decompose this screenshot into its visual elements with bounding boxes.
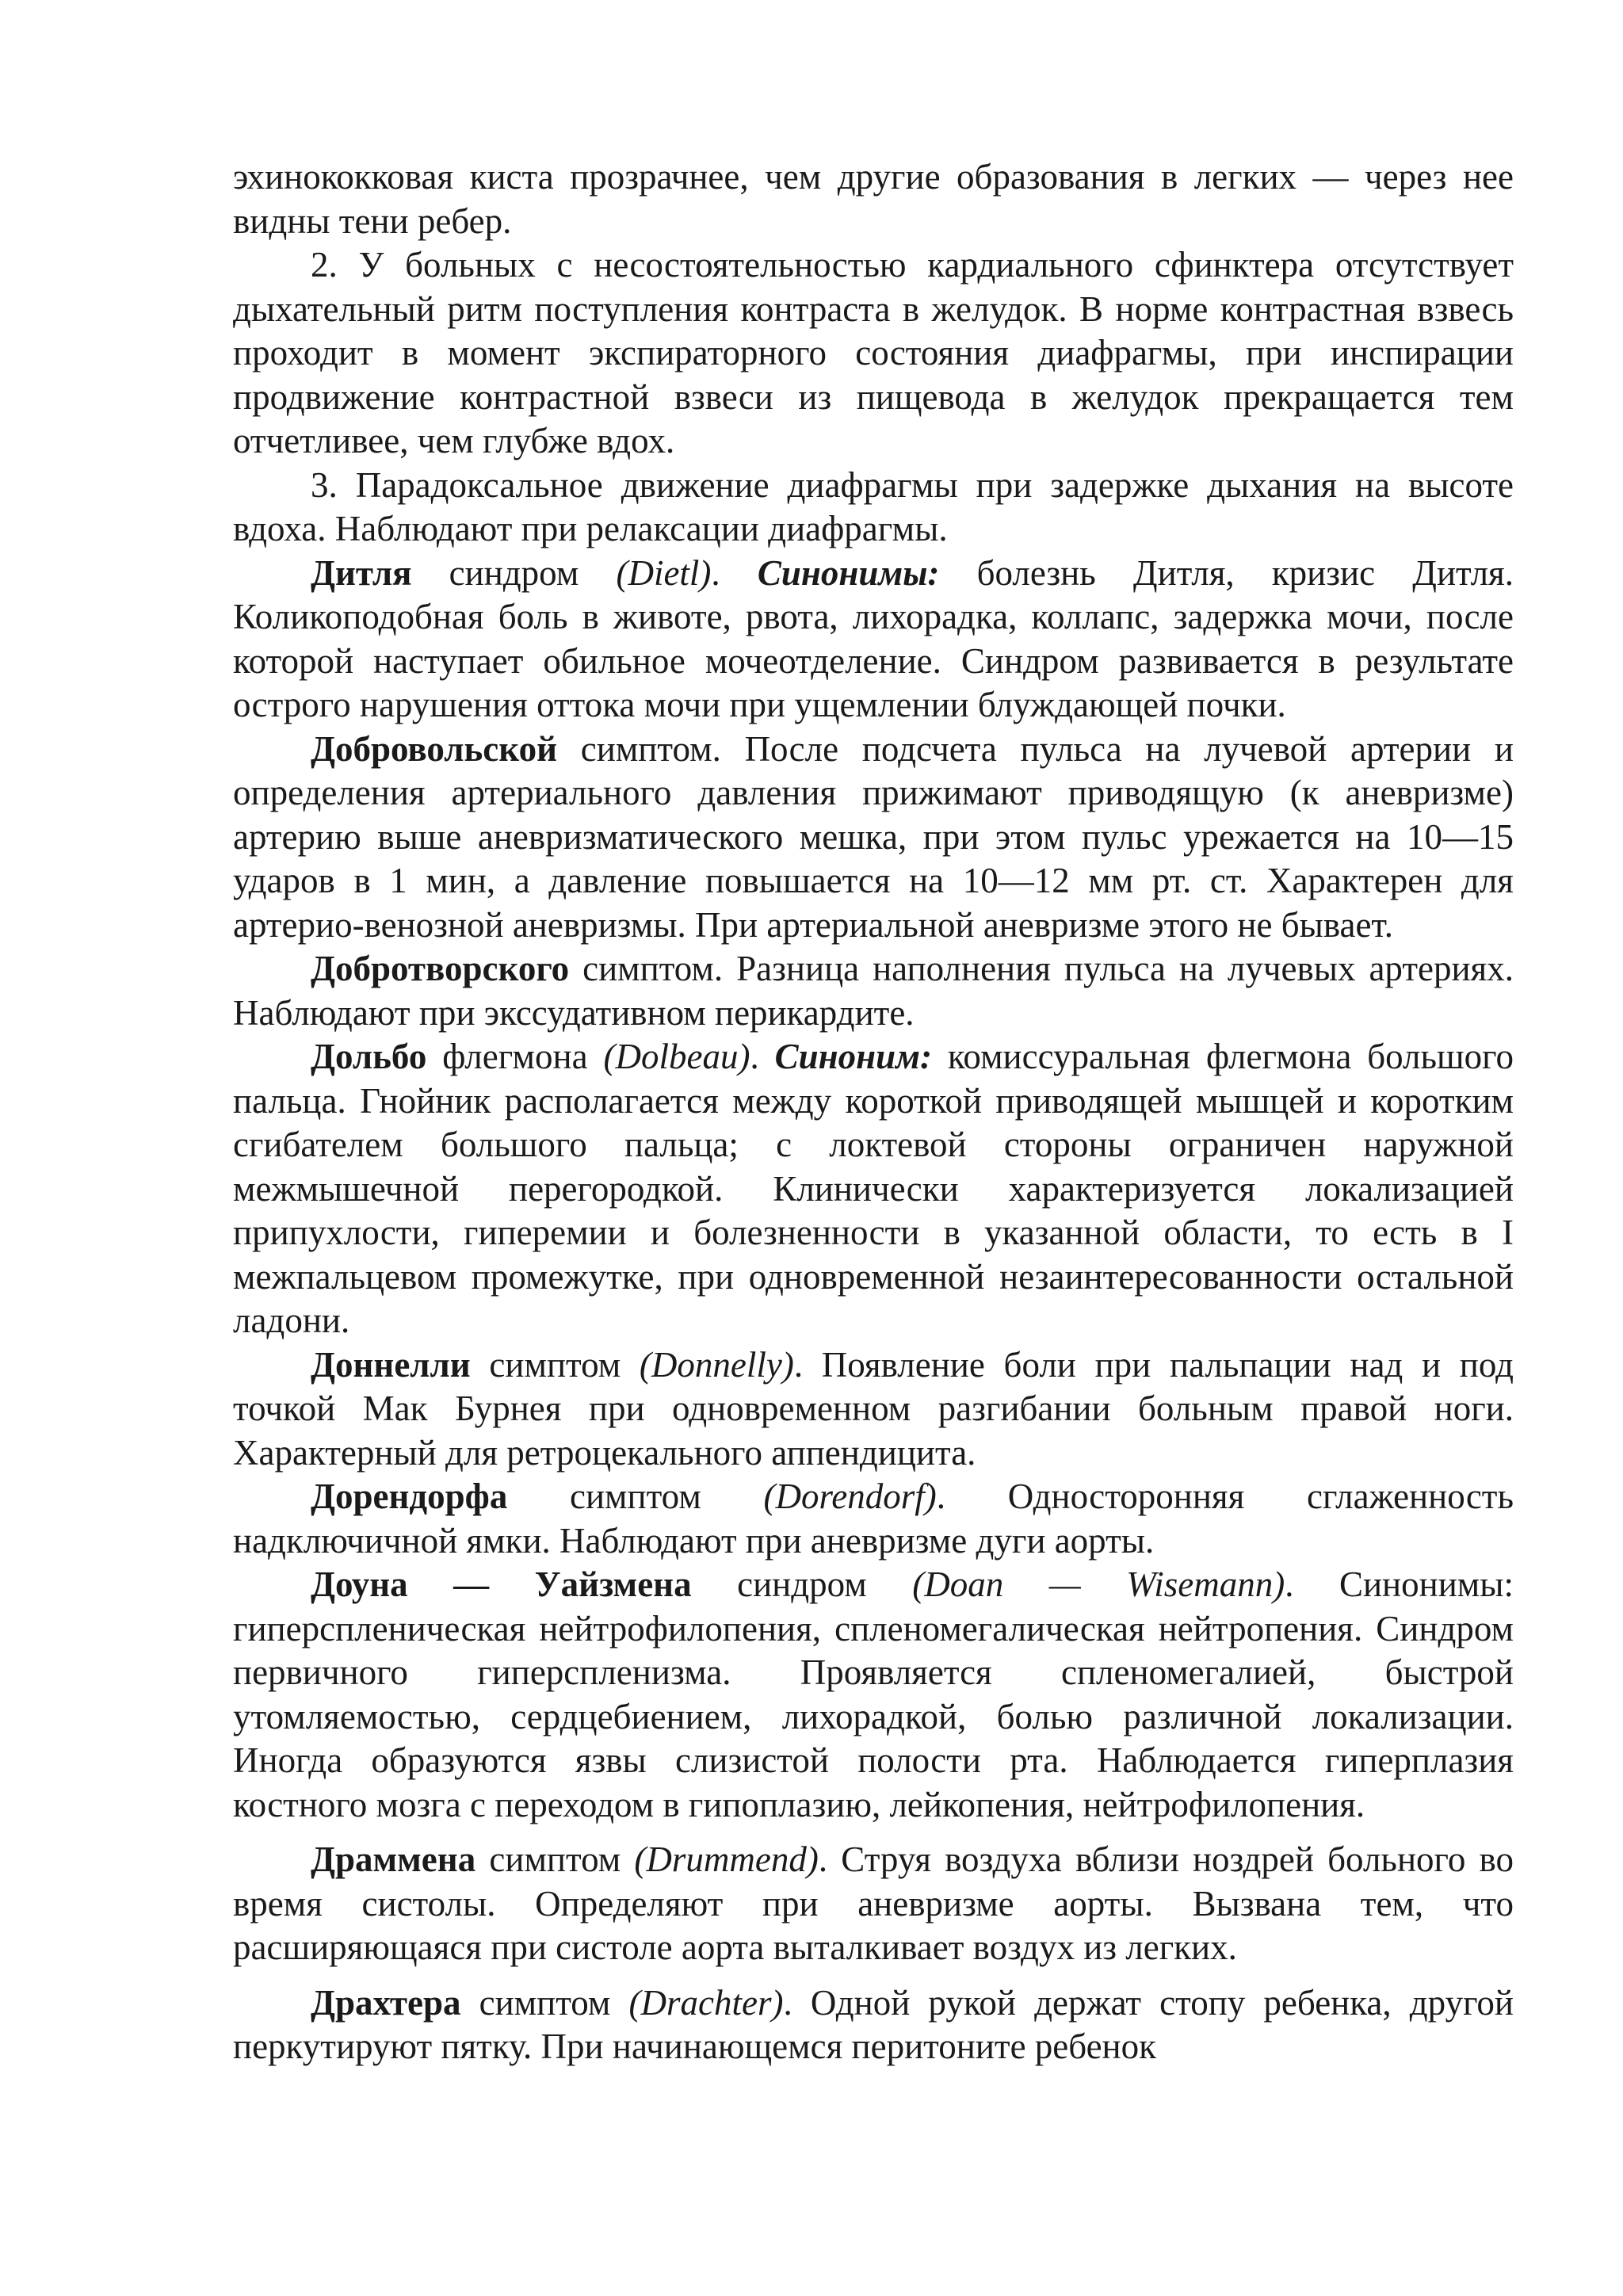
text-run: комиссуральная флегмона большого пальца. Гнойник располагается между короткой приводящей мышцей и коротким сгибателем большого пальца; с локтевой стороны ограничен наружной межмышечной перегородкой. Клинически характеризуется локализацией припухлости, гиперемии и болезненности в указанной области, то есть в I межпальцевом промежутке, при одновременной незаинтересованности остальной ладони. (233, 1037, 1514, 1340)
text-run: синдром (691, 1564, 913, 1604)
paragraph (233, 464, 1514, 552)
text-run: 2. У больных с несостоятельностью кардиального сфинктера отсутствует дыхательный ритм поступления контраста в желудок. В норме контрастная взвесь проходит в момент экспираторного состояния диафрагмы, при инспирации продвижение контрастной взвеси из пищевода в желудок прекращается тем отчетливее, чем глубже вдох. (233, 245, 1514, 460)
text-run: симптом. После подсчета пульса на лучевой артерии и определения артериального давления прижимают приводящую (к аневризме) артерию выше аневризматического мешка, при этом пульс урежается на 10—15 ударов в 1 мин, а давление повышается на 10—12 мм рт. ст. Характерен для артерио-венозной аневризмы. При артериальной аневризме этого не бывает. (233, 728, 1514, 945)
synonym-label: Синоним: (774, 1037, 932, 1076)
latin-name: (Drachter) (628, 1982, 784, 2023)
latin-name: (Dietl) (616, 552, 712, 593)
text-run: симптом (507, 1477, 764, 1516)
text-run: болезнь Дитля, кризис Дитля. Коликоподобная боль в животе, рвота, лихорадка, коллапс, задержка мочи, после которой наступает обильное мочеотделение. Синдром развивается в результате острого нарушения оттока мочи при ущемлении блуждающей почки. (233, 552, 1514, 724)
latin-name: (Doan — Wisemann) (912, 1564, 1285, 1604)
paragraph (233, 1343, 1514, 1476)
text-run: флегмона (426, 1037, 604, 1076)
entry-term: Дольбо (311, 1037, 427, 1076)
paragraph (233, 728, 1514, 948)
text-run: симптом (470, 1344, 640, 1385)
text-run: . Синонимы: гиперспленическая нейтрофилопения, спленомегалическая нейтропения. Синдром первичного гиперспленизма. Проявляется спленомегалией, быстрой утомляемостью, сердцебиением, лихорадкой, болью различной локализации. Иногда образуются язвы слизистой полости рта. Наблюдается гиперплазия костного мозга с переходом в гипоплазию, лейкопения, нейтрофилопения. (233, 1564, 1514, 1824)
text-run: симптом (475, 1839, 635, 1879)
text-run: . Появление боли при пальпации над и под точкой Мак Бурнея при одновременном разгибании больным правой ноги. Характерный для ретроцекального аппендицита. (233, 1344, 1514, 1473)
text-run: . Одной рукой держат стопу ребенка, другой перкутируют пятку. При начинающемся перитоните ребенок (233, 1982, 1514, 2066)
text-run: симптом. Разница наполнения пульса на лучевых артериях. Наблюдают при экссудативном перикардите. (233, 949, 1514, 1033)
latin-name: (Dorendorf) (763, 1477, 937, 1516)
paragraph (233, 552, 1514, 728)
document-page (233, 155, 1514, 2069)
entry-term: Добровольской (311, 728, 558, 769)
text-run: . Односторонняя сглаженность надключичной ямки. Наблюдают при аневризме дуги аорты. (233, 1477, 1514, 1561)
text-run: синдром (411, 552, 617, 593)
entry-term: Дитля (311, 552, 412, 593)
latin-name: (Dolbeau) (603, 1037, 750, 1076)
paragraph (233, 155, 1514, 243)
paragraph (233, 1475, 1514, 1563)
entry-term: Доуна — Уайзмена (311, 1564, 692, 1604)
text-run: . Струя воздуха вблизи ноздрей больного во время систолы. Определяют при аневризме аорты. Вызвана тем, что расширяющаяся при систоле аорта выталкивает воздух из легких. (233, 1839, 1514, 1967)
entry-term: Добротворского (311, 949, 570, 988)
latin-name: (Donnelly) (639, 1344, 794, 1385)
text-run: . (750, 1037, 775, 1076)
paragraph (233, 1563, 1514, 1827)
paragraph (233, 947, 1514, 1035)
text-run: эхинококковая киста прозрачнее, чем другие образования в легких — через нее видны тени ребер. (233, 157, 1514, 241)
entry-term: Драммена (311, 1839, 476, 1879)
paragraph (233, 1035, 1514, 1343)
paragraph (233, 1981, 1514, 2069)
entry-term: Доннелли (311, 1344, 471, 1385)
text-run: 3. Парадоксальное движение диафрагмы при задержке дыхания на высоте вдоха. Наблюдают при релаксации диафрагмы. (233, 464, 1514, 548)
paragraph (233, 1838, 1514, 1970)
latin-name: (Drummend) (634, 1839, 819, 1879)
text-run: симптом (460, 1982, 629, 2023)
synonym-label: Синонимы: (757, 552, 940, 593)
entry-term: Драхтера (311, 1982, 461, 2023)
text-run: . (711, 552, 758, 593)
paragraph (233, 243, 1514, 464)
entry-term: Дорендорфа (311, 1477, 508, 1516)
